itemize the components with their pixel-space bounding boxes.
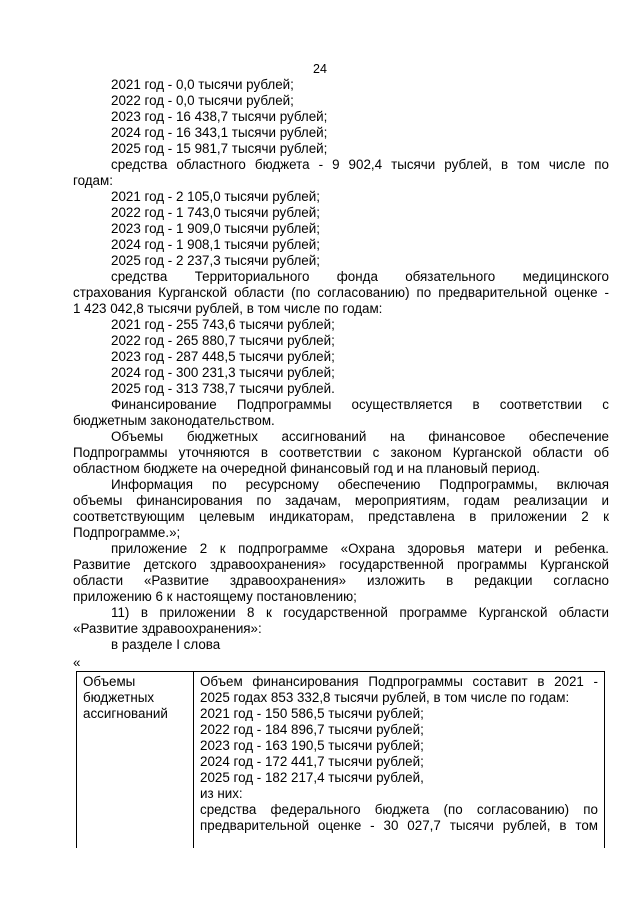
tfoms-intro-cont: страхования Курганской области (по согласованию) по предварительной оценке -: [73, 285, 609, 300]
value-federal-line-cont: предварительной оценке - 30 027,7 тысячи рублей, в том: [200, 818, 598, 833]
label-line-1: Объемы: [83, 674, 136, 689]
page-number: 24: [313, 62, 327, 76]
value-year-2022: 2022 год - 184 896,7 тысячи рублей;: [200, 722, 424, 737]
regional-year-2021: 2021 год - 2 105,0 тысячи рублей;: [111, 189, 320, 204]
value-year-2024: 2024 год - 172 441,7 тысячи рублей;: [200, 754, 424, 769]
value-federal-line: средства федерального бюджета (по согласованию) по: [200, 802, 598, 817]
regional-budget-intro-cont: годам:: [73, 173, 113, 188]
info-paragraph-line3: соответствующим целевым индикаторам, представлена в приложении 2 к: [73, 509, 609, 524]
opening-quote: «: [73, 655, 81, 670]
tfoms-year-2023: 2023 год - 287 448,5 тысячи рублей;: [111, 349, 335, 364]
volumes-paragraph: Объемы бюджетных ассигнований на финансовое обеспечение: [111, 429, 609, 444]
value-year-2025: 2025 год - 182 217,4 тысячи рублей,: [200, 770, 424, 785]
tfoms-year-2025: 2025 год - 313 738,7 тысячи рублей.: [111, 381, 335, 396]
regional-year-2025: 2025 год - 2 237,3 тысячи рублей;: [111, 253, 320, 268]
info-paragraph-line2: объемы финансирования по задачам, мероприятиям, годам реализации и: [73, 493, 609, 508]
value-year-2023: 2023 год - 163 190,5 тысячи рублей;: [200, 738, 424, 753]
federal-year-2025: 2025 год - 15 981,7 тысячи рублей;: [111, 141, 328, 156]
tfoms-intro-total: 1 423 042,8 тысячи рублей, в том числе по годам:: [73, 301, 383, 316]
label-line-2: бюджетных: [83, 690, 155, 705]
info-paragraph-line4: Подпрограмме.»;: [73, 525, 181, 540]
federal-year-2021: 2021 год - 0,0 тысячи рублей;: [111, 77, 294, 92]
appendix-paragraph-line3: области «Развитие здравоохранения» изложить в редакции согласно: [73, 573, 609, 588]
volumes-paragraph-line3: областном бюджете на очередной финансовый год и на плановый период.: [73, 461, 540, 476]
budget-allocations-label-cell: [77, 672, 194, 849]
value-of-them: из них:: [200, 786, 243, 801]
regional-budget-intro: средства областного бюджета - 9 902,4 тысячи рублей, в том числе по: [111, 157, 609, 172]
value-year-2021: 2021 год - 150 586,5 тысячи рублей;: [200, 706, 424, 721]
regional-year-2023: 2023 год - 1 909,0 тысячи рублей;: [111, 221, 320, 236]
appendix-paragraph-line2: Развитие детского здравоохранения» государственной программы Курганской: [73, 557, 609, 572]
regional-year-2024: 2024 год - 1 908,1 тысячи рублей;: [111, 237, 320, 252]
passport-table-row: [77, 672, 605, 849]
volumes-paragraph-line2: Подпрограммы уточняются в соответствии с законом Курганской области об: [73, 445, 609, 460]
financing-paragraph-cont: бюджетным законодательством.: [73, 413, 275, 428]
info-paragraph: Информация по ресурсному обеспечению Подпрограммы, включая: [111, 477, 609, 492]
budget-allocations-value-cell: [194, 672, 605, 849]
federal-year-2022: 2022 год - 0,0 тысячи рублей;: [111, 93, 294, 108]
federal-year-2023: 2023 год - 16 438,7 тысячи рублей;: [111, 109, 328, 124]
tfoms-intro: средства Территориального фонда обязательного медицинского: [111, 269, 609, 284]
tfoms-year-2024: 2024 год - 300 231,3 тысячи рублей;: [111, 365, 335, 380]
item-11-paragraph: 11) в приложении 8 к государственной программе Курганской области: [111, 605, 609, 620]
label-line-3: ассигнований: [83, 706, 168, 721]
federal-year-2024: 2024 год - 16 343,1 тысячи рублей;: [111, 125, 328, 140]
section-words-line: в разделе I слова: [111, 637, 221, 652]
tfoms-year-2022: 2022 год - 265 880,7 тысячи рублей;: [111, 333, 335, 348]
document-body: [73, 77, 609, 848]
tfoms-year-2021: 2021 год - 255 743,6 тысячи рублей;: [111, 317, 335, 332]
value-line-1: Объем финансирования Подпрограммы составит в 2021 -: [200, 674, 598, 689]
value-line-2: 2025 годах 853 332,8 тысячи рублей, в том числе по годам:: [200, 690, 570, 705]
passport-table: [76, 671, 605, 848]
appendix-paragraph-line4: приложению 6 к настоящему постановлению;: [73, 589, 357, 604]
financing-paragraph: Финансирование Подпрограммы осуществляется в соответствии с: [111, 397, 609, 412]
item-11-paragraph-cont: «Развитие здравоохранения»:: [73, 621, 262, 636]
regional-year-2022: 2022 год - 1 743,0 тысячи рублей;: [111, 205, 320, 220]
appendix-paragraph: приложение 2 к подпрограмме «Охрана здоровья матери и ребенка.: [111, 541, 609, 556]
